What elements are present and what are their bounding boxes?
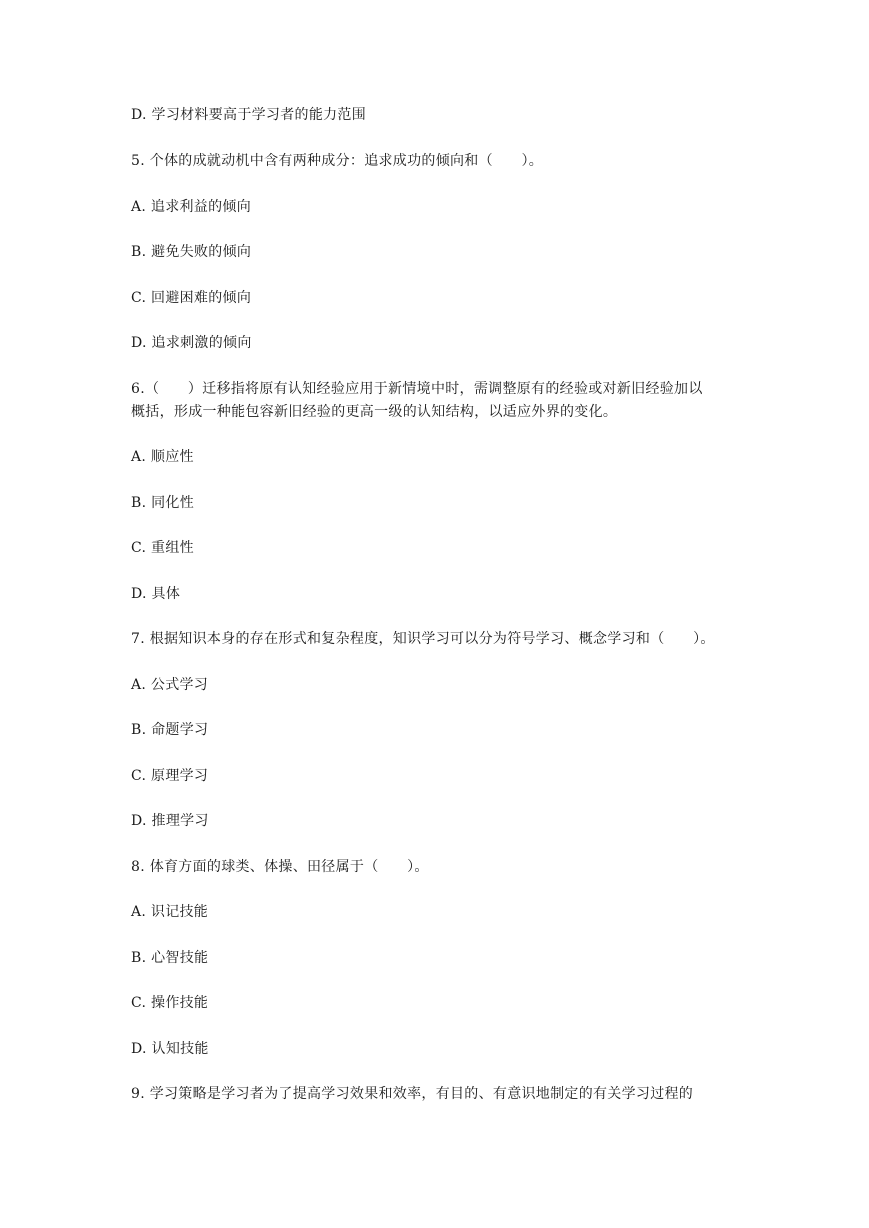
option-c-q6: C. 重组性 [131,540,194,556]
question-6-line-1: 6.（ ）迁移指将原有认知经验应用于新情境中时，需调整原有的经验或对新旧经验加以 [131,381,703,397]
question-8: 8. 体育方面的球类、体操、田径属于（ ）。 [131,859,429,875]
question-7: 7. 根据知识本身的存在形式和复杂程度，知识学习可以分为符号学习、概念学习和（ ）。 [131,631,715,647]
option-a-q5: A. 追求利益的倾向 [131,199,252,215]
option-b-q6: B. 同化性 [131,495,194,511]
question-5: 5. 个体的成就动机中含有两种成分：追求成功的倾向和（ ）。 [131,153,544,169]
option-d-q7: D. 推理学习 [131,813,209,829]
option-a-q6: A. 顺应性 [131,449,194,465]
option-d-q6: D. 具体 [131,586,181,602]
question-6-line-2: 概括，形成一种能包容新旧经验的更高一级的认知结构，以适应外界的变化。 [131,404,618,420]
question-9: 9. 学习策略是学习者为了提高学习效果和效率，有目的、有意识地制定的有关学习过程的 [131,1086,694,1102]
option-a-q7: A. 公式学习 [131,677,209,693]
option-b-q8: B. 心智技能 [131,950,209,966]
option-c-q7: C. 原理学习 [131,768,209,784]
option-b-q5: B. 避免失败的倾向 [131,244,252,260]
option-b-q7: B. 命题学习 [131,722,209,738]
option-a-q8: A. 识记技能 [131,904,209,920]
option-d-q5: D. 追求刺激的倾向 [131,335,252,351]
option-d-q8: D. 认知技能 [131,1041,209,1057]
option-c-q8: C. 操作技能 [131,995,209,1011]
option-d-q4: D. 学习材料要高于学习者的能力范围 [131,107,367,123]
option-c-q5: C. 回避困难的倾向 [131,290,252,306]
